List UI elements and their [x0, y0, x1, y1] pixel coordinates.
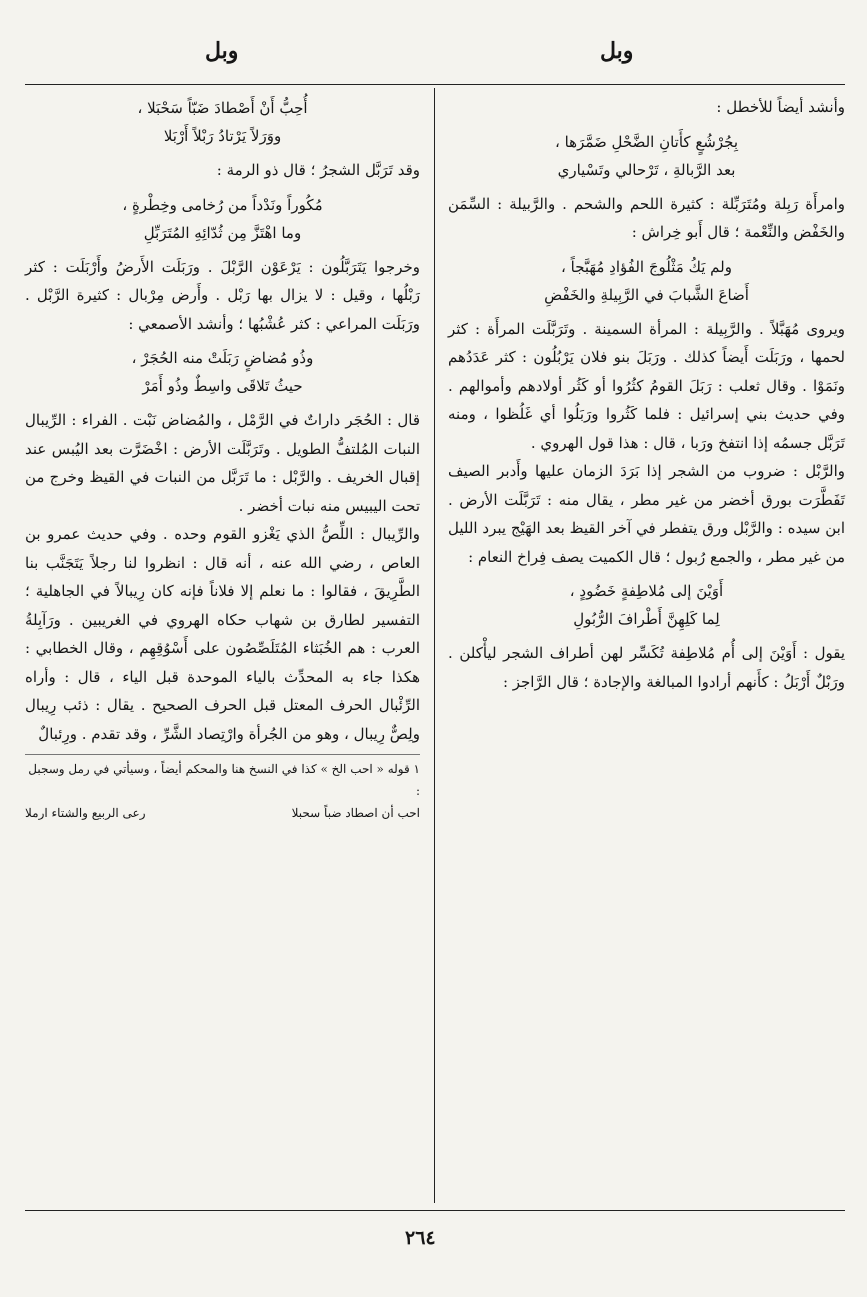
paragraph: يقول : أَوَيْنَ إلى أُم مُلاطِفة تُكَسِّر لهن أطراف الشجر ليأْكلن . ورَبْلٌ أَرْبَلُ : كأَنهم أرادوا المبالغة والإجادة ؛ قال الرَّاجز : — [448, 644, 845, 691]
verse-line: حيثُ تَلاقَى واسِطٌ وذُو أَمَرْ — [142, 377, 303, 395]
verse — [25, 344, 420, 400]
verse — [448, 128, 845, 184]
verse — [25, 94, 420, 150]
paragraph: وقد تَرَبَّل الشجرُ ؛ قال ذو الرمة : — [216, 161, 420, 179]
footnote-verse-line: رعى الربيع والشتاء ارملا — [25, 806, 146, 820]
running-header-right: وبل — [600, 38, 634, 64]
paragraph: وامرأَة رَبِلة ومُتَرَبِّلة : كثيرة اللحم والشحم . والرَّبيلة : السِّمَن والخَفْض والنِّعْمة ؛ قال أَبو خِراش : — [448, 194, 845, 241]
verse-line: بعد الرَّبالةِ ، تَرْحالي وتَسْياري — [557, 160, 736, 179]
paragraph: والرَّبْل : ضروب من الشجر إذا بَرَدَ الزمان عليها وأَدبر الصيف تَفَطَّرَت بورق أخضر من غير مطر ، يقال منه : تَرَبَّلَت الأرض . ابن سيده : والرَّبْل ورق يتفطر في آخر القيظ بعد الهَيْج يبرد الليل من غير مطر ، والجمع رُبول ؛ قال الكميت يصف فِراخ النعام : — [448, 462, 845, 566]
verse-line: وما اهْتَزَّ مِن ثُدّائِهِ المُتَرَبِّلِ — [143, 223, 302, 242]
footnote-separator — [25, 754, 420, 755]
paragraph: وخرجوا يَتَرَبَّلُون : يَرْعَوْن الرَّبْلَ . ورَبَلَت الأَرضُ وأَرْبَلَت : كثر رَبْلُها ، وقيل : لا يزال بها رَبْل . وأَرض مِرْبال : كثيرة الرَّبْل . ورَبَلَت المراعي : كثر عُشْبُها ؛ وأنشد الأصمعي : — [25, 257, 420, 333]
running-header-left: وبل — [205, 38, 239, 64]
verse — [25, 191, 420, 247]
verse-line: أَضاعَ الشَّبابَ في الرَّبِيلةِ والخَفْضِ — [544, 285, 749, 304]
footer-rule — [25, 1210, 845, 1211]
page-number: ٢٦٤ — [405, 1227, 436, 1249]
footnote-text: ١ قوله « احب الخ » كذا في النسخ هنا والمحكم أيضاً ، وسيأتي في رمل وسجبل : — [28, 762, 420, 798]
footnote-verse-line: احب أن اصطاد ضباً سحبلا — [291, 806, 420, 820]
paragraph: والرِّيبال : اللِّصُّ الذي يَغْزو القوم وحده . وفي حديث عمرو بن العاص ، رضي الله عنه ، أنه قال : انظروا لنا رجلاً يَتَجَنَّب بنا الطَّرِيقَ ، فقالوا : ما نعلم إلا فلاناً فإنه كان رِيبالاً في الجاهلية ؛ التفسير لطارق بن شهاب حكاه الهروي في الغريبين . ورَآبِلةُ العرب : هم الخُبَثاء المُتَلَصِّصُون على أَسْوُقِهِم ، وقال الخطابي : هكذا جاء به المحدِّث بالياء الموحدة قبل الياء ، قال : وأراه الرِّئْبال الحرف المعتل قبل الحرف الصحيح . يقال : ذئب رِيبال ولِصٌّ رِيبال ، وهو من الجُرأة وارْتِصاد الشَّرِّ ، وقد تقدم . ورِئبالٌ — [25, 525, 420, 743]
verse-line: لِما كَلِهِنَّ أَطْرافَ الرُّبُولِ — [573, 610, 720, 628]
paragraph: قال : الحُجَر داراتٌ في الرَّمْل ، والمُضاض نَبْت . الفراء : الرِّيبال النبات المُلتفُّ الطويل . وتَرَبَّلَت الأرض : اخْضَرَّت بعد اليُبس عند إقبال الخريف . والرَّبْل : ما تَرَبَّل من النبات في القيظ وخرج من تحت اليبيس منه نبات أخضر . — [25, 411, 420, 515]
verse — [448, 577, 845, 633]
verse-line: أَوَيْنَ إلى مُلاطِفةٍ خَضُودٍ ، — [569, 582, 724, 600]
verse-line: ولم يَكُ مَثْلُوجَ الفُؤادِ مُهَبَّجاً ، — [561, 257, 732, 276]
footnote — [25, 758, 420, 824]
right-column — [448, 93, 845, 696]
paragraph: وأنشد أيضاً للأخطل : — [716, 98, 845, 116]
verse-line: أُحِبُّ أَنْ أَصْطادَ ضَبّاً سَحْبَلا ، — [137, 99, 308, 117]
verse — [448, 253, 845, 309]
left-column — [25, 88, 420, 824]
verse-line: بِجُرْشُعٍ كأَتانِ الضَّحْلِ ضَمَّرَها ، — [554, 132, 739, 151]
paragraph: ويروى مُهَبَّلاً . والرَّبِيلة : المرأة السمينة . وتَرَبَّلَت المرأَة : كثر لحمها ، ورَبَلَت أَيضاً كذلك . ورَبَلَ بنو فلان يَرْبُلُون : كثر عَدَدُهم ونَمَوْا . وقال ثعلب : رَبَلَ القومُ كثُرُوا أو كَثُر أولادهم وأموالهم . وفي حديث بني إسرائيل : فلما كَثُروا ورَبَلُوا أي غَلُظوا ، ومنه تَرَبَّل جسمُه إذا انتفخ ورَبا ، قال : هذا قول الهروي . — [448, 319, 845, 452]
column-divider — [434, 88, 435, 1203]
header-rule — [25, 84, 845, 85]
verse-line: وذُو مُضاضٍ رَبَلَتْ منه الحُجَرْ ، — [131, 349, 314, 367]
verse-line: ووَرَلاً يَرْتادُ رَبْلاً أَرْبَلا — [163, 127, 282, 145]
footnote-verse — [25, 802, 420, 824]
verse-line: مُكُوراً ونَدْداً من رُخامى وخِطْرةٍ ، — [122, 195, 323, 214]
